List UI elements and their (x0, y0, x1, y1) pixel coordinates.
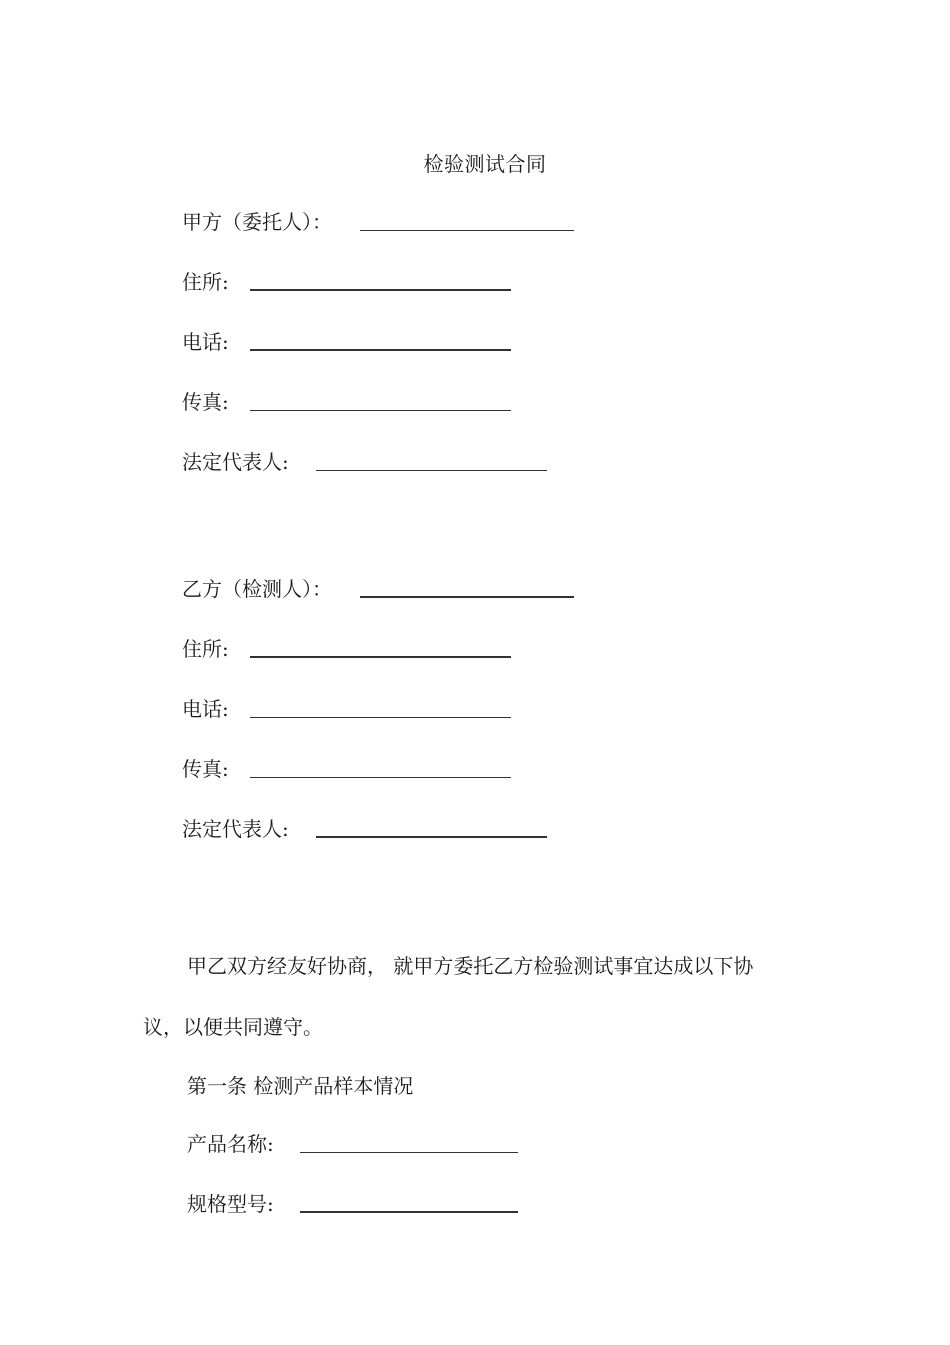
party-b-fax-row (182, 752, 511, 782)
preamble-line-1: 甲乙双方经友好协商， 就甲方委托乙方检验测试事宜达成以下协 (187, 954, 754, 978)
party-a-fax-field[interactable] (250, 410, 511, 411)
party-b-name-label: 乙方（检测人）： (182, 577, 332, 601)
party-b-fax-label: 传真: (182, 757, 229, 781)
product-name-field[interactable] (300, 1152, 518, 1153)
party-b-address-field[interactable] (250, 656, 511, 658)
party-b-name-field[interactable] (360, 596, 574, 598)
party-a-address-field[interactable] (250, 289, 511, 291)
party-b-name-row (182, 572, 574, 602)
product-name-label: 产品名称: (187, 1132, 274, 1156)
party-b-phone-field[interactable] (250, 717, 511, 718)
party-a-phone-field[interactable] (250, 349, 511, 351)
party-b-phone-label: 电话: (182, 697, 229, 721)
party-a-rep-field[interactable] (316, 470, 547, 471)
party-a-address-label: 住所: (182, 270, 229, 294)
model-row (187, 1187, 518, 1217)
party-a-fax-row (182, 385, 511, 415)
product-name-row (187, 1127, 518, 1157)
party-b-fax-field[interactable] (250, 777, 511, 778)
party-b-address-label: 住所: (182, 637, 229, 661)
preamble-line-2: 议，以便共同遵守。 (143, 1015, 323, 1039)
party-a-name-label: 甲方（委托人）： (182, 210, 332, 234)
party-a-phone-row (182, 325, 511, 355)
party-a-name-field[interactable] (360, 230, 574, 231)
party-b-rep-row (182, 812, 547, 842)
party-a-fax-label: 传真: (182, 390, 229, 414)
party-a-rep-row (182, 445, 547, 475)
party-a-name-row (182, 205, 574, 235)
model-label: 规格型号: (187, 1192, 274, 1216)
party-b-address-row (182, 632, 511, 662)
party-b-rep-field[interactable] (316, 836, 547, 838)
article-1-heading: 第一条 检测产品样本情况 (187, 1074, 414, 1098)
party-b-phone-row (182, 692, 511, 722)
model-field[interactable] (300, 1211, 518, 1213)
party-b-rep-label: 法定代表人: (182, 817, 289, 841)
document-title: 检验测试合同 (423, 152, 547, 176)
party-a-rep-label: 法定代表人: (182, 450, 289, 474)
party-a-address-row (182, 265, 511, 295)
party-a-phone-label: 电话: (182, 330, 229, 354)
